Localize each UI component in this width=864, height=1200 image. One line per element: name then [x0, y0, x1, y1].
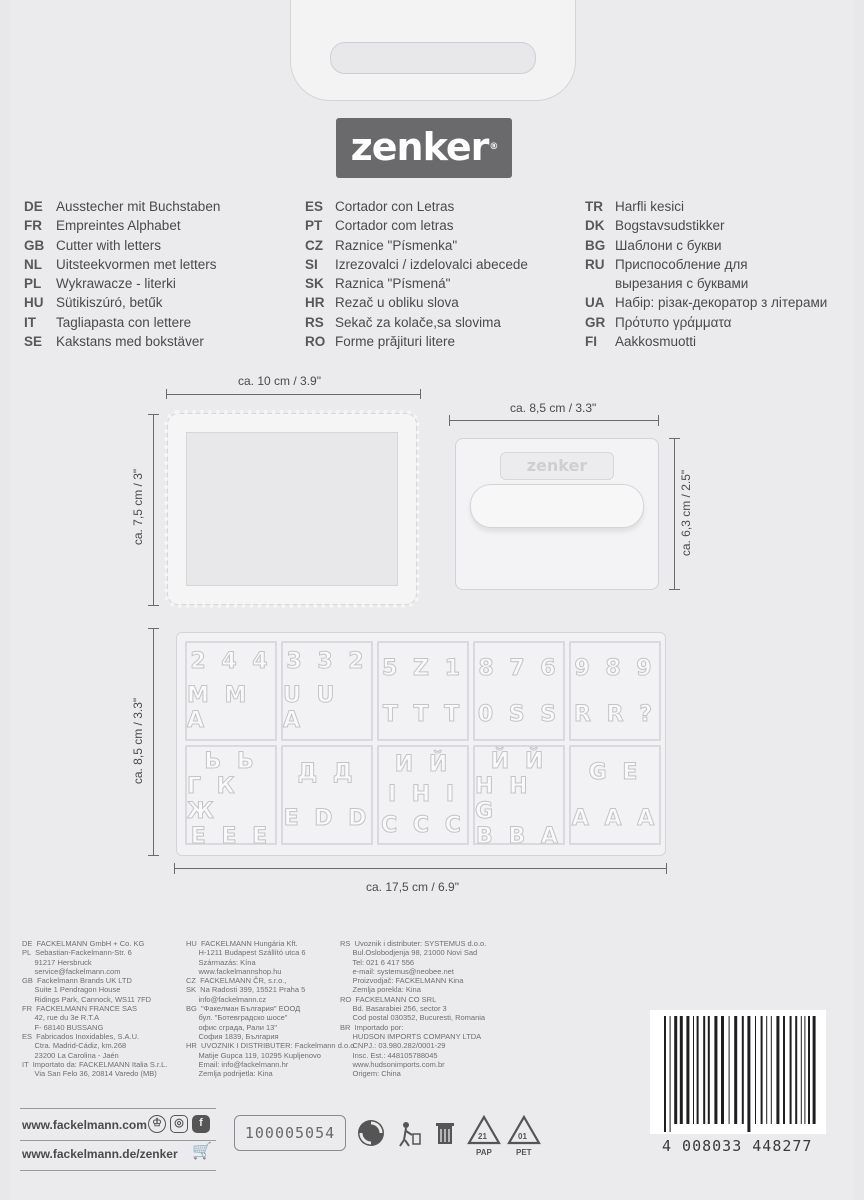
letter-row: A A A [571, 805, 659, 831]
article-code: 100005054 [234, 1115, 346, 1151]
barcode-bar [790, 1016, 792, 1124]
language-text: Rezač u obliku slova [335, 295, 459, 311]
barcode-bar [674, 1016, 677, 1124]
divider [20, 1140, 216, 1141]
letter-cell [377, 745, 469, 845]
barcode-bar [680, 1016, 683, 1124]
language-text: Aakkosmuotti [615, 334, 697, 350]
barcode-bar [801, 1016, 802, 1124]
language-text: вырезания с буквами [615, 276, 749, 292]
language-text: Приспособление для [615, 256, 748, 272]
language-code: NL [24, 256, 42, 272]
language-row [24, 313, 220, 332]
language-text: Cortador com letras [335, 218, 454, 234]
language-code: BG [585, 237, 606, 253]
language-code: GR [585, 314, 606, 330]
language-row [305, 216, 528, 235]
letter-cell [377, 641, 469, 741]
barcode-bar [714, 1016, 717, 1124]
language-code: ES [305, 199, 324, 214]
stamp-height-line [674, 438, 675, 590]
language-row [305, 255, 528, 274]
language-row [305, 332, 528, 351]
barcode-bar [693, 1016, 694, 1124]
language-text: Πρότυπο γράμματα [615, 314, 732, 330]
language-code: RS [305, 314, 324, 330]
barcode-bar [734, 1016, 737, 1124]
language-code: DE [24, 199, 43, 214]
letter-row: E D D [283, 805, 371, 831]
letter-row: E E E [190, 824, 272, 849]
tick [148, 414, 159, 415]
language-row [305, 293, 528, 312]
letter-row: 9 8 9 [574, 655, 656, 681]
barcode-bar [761, 1016, 763, 1124]
language-text: Шаблони с букви [615, 237, 722, 253]
recycle-pap-label: PAP [476, 1148, 492, 1157]
barcode-bars [650, 1010, 826, 1134]
language-text: Uitsteekvormen met letters [56, 256, 217, 272]
language-code: PT [305, 218, 323, 234]
language-row [24, 255, 220, 274]
language-code: UA [585, 295, 605, 311]
divider [20, 1108, 216, 1109]
letter-row: И Й [394, 751, 452, 777]
language-row [585, 274, 827, 293]
language-row [305, 274, 528, 293]
barcode-bar [808, 1016, 810, 1124]
language-text: Raznice "Písmenka" [335, 237, 458, 253]
tick [658, 415, 659, 426]
language-code: TR [585, 199, 603, 214]
letter-cell [569, 641, 661, 741]
letter-cell [185, 641, 277, 741]
barcode-number: 4 008033 448277 [662, 1137, 813, 1155]
language-row [585, 313, 827, 332]
tick [148, 628, 159, 629]
tick [166, 389, 167, 399]
language-text: Ausstecher mit Buchstaben [56, 199, 221, 214]
letter-row: U U A [283, 682, 339, 733]
language-text: Cutter with letters [56, 237, 162, 253]
language-row [585, 236, 827, 255]
divider [20, 1170, 216, 1171]
cutter-height-label: ca. 7,5 cm / 3" [131, 468, 145, 546]
barcode-bar [686, 1016, 689, 1124]
barcode-bar [703, 1016, 705, 1124]
letter-row: I H I [387, 782, 459, 808]
recycle-pap-number: 21 [478, 1132, 487, 1141]
language-row [24, 236, 220, 255]
barcode-bar [776, 1016, 779, 1124]
letter-row: C C C [381, 813, 465, 839]
letter-cell [569, 745, 661, 845]
language-row [585, 197, 827, 216]
language-row [585, 216, 827, 235]
barcode-bar [721, 1016, 724, 1124]
instagram-icon: ◎ [170, 1115, 188, 1133]
barcode-bar [766, 1016, 767, 1124]
language-row [305, 197, 528, 216]
tick [666, 863, 667, 874]
cutter-width-label: ca. 10 cm / 3.9" [238, 374, 321, 388]
languages-column-2 [305, 197, 528, 351]
brand-logo-text: zenker [350, 125, 489, 169]
barcode-bar [747, 1016, 750, 1132]
url-fackelmann[interactable]: www.fackelmann.com [22, 1118, 147, 1132]
bin-icon [430, 1118, 460, 1148]
barcode-bar [795, 1016, 797, 1124]
barcode [650, 1010, 826, 1134]
address-column-2: HU FACKELMANN Hungária Kft. H-1211 Budapest Szállító utca 6 Származás: Kína www.fackelmannshop.hu CZ FACKELMANN ČR, s.r.o., SK Na Radosti 399, 15521 Praha 5 info@fackelmann.cz BG "Факелман България" ЕООД бул. "Ботевградско шосе" офис сграда, Рали 13" София 1839, България HR UVOZNIK I DISTRIBUTER: Fackelmann d.o.o. Matije Gupca 119, 10295 Kupljenovo Email: info@fackelmann.hr Zemlja podrijetla: Kina [186, 939, 357, 1079]
letter-cell [185, 745, 277, 849]
tick [174, 863, 175, 874]
letter-row: T T T [382, 701, 464, 727]
tick [148, 855, 159, 856]
barcode-bar [742, 1016, 744, 1124]
tick [669, 438, 680, 439]
stamp-handle [470, 484, 644, 528]
stamp-height-label: ca. 6,3 cm / 2.5" [679, 469, 693, 557]
letter-row: B B A [476, 824, 562, 849]
language-text: Empreintes Alphabet [56, 218, 181, 234]
language-code: HR [305, 295, 325, 311]
language-text: Wykrawacze - literki [56, 276, 176, 292]
language-text: Kakstans med bokstäver [56, 334, 204, 350]
barcode-bar [729, 1016, 730, 1124]
address-column-1: DE FACKELMANN GmbH + Co. KG PL Sebastian-Fackelmann-Str. 6 91217 Hersbruck service@fackelmann.com GB Fackelmann Brands UK LTD Suite 1 Pendragon House Ridings Park, Cannock, WS11 7FD FR FACKELMANN FRANCE SAS 42, rue du 3e R.T.A F- 68140 BUSSANG ES Fabricados Inoxidables, S.A.U. Ctra. Madrid-Cádiz, km.268 23200 La Carolina - Jaén IT Importato da: FACKELMANN Italia S.r.L. Via San Felo 36, 20814 Varedo (MB) [22, 939, 168, 1079]
barcode-bar [670, 1016, 671, 1132]
stamp-logo: zenker [500, 452, 614, 480]
barcode-bar [697, 1016, 699, 1124]
language-row [24, 216, 220, 235]
language-text: Набір: різак-декоратор з літерами [615, 295, 828, 311]
language-code: DK [585, 218, 605, 234]
letters-width-label: ca. 17,5 cm / 6.9" [366, 880, 459, 894]
stamp-width-label: ca. 8,5 cm / 3.3" [510, 401, 597, 415]
language-code: SK [305, 276, 324, 292]
language-row [24, 197, 220, 216]
language-text: Izrezovalci / izdelovalci abecede [335, 256, 528, 272]
recycle-pet-number: 01 [518, 1132, 527, 1141]
language-row [585, 255, 827, 274]
green-dot-icon [356, 1118, 386, 1148]
letter-row: G E [588, 759, 642, 785]
chef-hat-icon: ♔ [148, 1115, 166, 1133]
letter-row: Д Д [297, 759, 357, 785]
tick [420, 389, 421, 399]
recycle-pet-icon [506, 1114, 542, 1146]
letter-row: 5 Z 1 [382, 655, 464, 681]
language-row [585, 332, 827, 351]
tick [148, 605, 159, 606]
language-code: PL [24, 276, 42, 292]
cutter-height-line [153, 414, 154, 606]
letter-cell [473, 641, 565, 741]
language-text: Bogstavsudstikker [615, 218, 725, 234]
language-code: IT [24, 314, 36, 330]
facebook-icon: f [192, 1115, 210, 1133]
stamp-width-line [449, 420, 659, 421]
address-column-3: RS Uvoznik i distributer: SYSTEMUS d.o.o. Bul.Oslobodjenja 98, 21000 Novi Sad Tel: 021 6 417 556 e-mail: systemus@neobee.net Proizvodjač: FACKELMANN Kina Zemlja porekla: Kina RO FACKELMANN CO SRL Bd. Basarabiei 256, sector 3 Cod postal 030352, Bucuresti, Romania BR Importado por: HUDSON IMPORTS COMPANY LTDA CNPJ.: 03.980.282/0001-29 Insc. Est.: 448105788045 www.hudsonimports.com.br Origem: China [340, 939, 487, 1079]
letter-cell [473, 745, 565, 849]
shopping-cart-icon: 🛒 [192, 1143, 212, 1160]
letter-row: Ь Ь [204, 749, 258, 774]
cookie-cutter-frame [168, 414, 416, 604]
language-text: Sekač za kolače,sa slovima [335, 314, 501, 330]
language-text: Forme prăjituri litere [335, 334, 456, 350]
language-text: Raznica "Písmená" [335, 276, 451, 292]
hanger-hole [330, 42, 536, 74]
cutter-width-line [166, 394, 420, 395]
letter-sprue-frame [176, 632, 666, 856]
barcode-bar [708, 1016, 710, 1124]
letters-height-line [153, 628, 154, 856]
language-code: GB [24, 237, 45, 253]
languages-column-3 [585, 197, 827, 351]
language-row [24, 274, 220, 293]
url-zenker[interactable]: www.fackelmann.de/zenker [22, 1147, 178, 1161]
tidyman-icon [394, 1118, 424, 1148]
brand-logo [336, 118, 512, 178]
letter-row: M M A [187, 682, 251, 733]
language-text: Cortador con Letras [335, 199, 455, 214]
letter-row: Й Й [490, 749, 548, 774]
letters-height-label: ca. 8,5 cm / 3.3" [131, 697, 145, 785]
barcode-bar [813, 1016, 816, 1124]
language-code: RU [585, 256, 605, 272]
letter-row: 8 7 6 [478, 655, 560, 681]
language-row [24, 332, 220, 351]
recycle-pet-label: PET [516, 1148, 532, 1157]
letter-row: 2 4 4 [190, 649, 272, 675]
letter-row: H H G [475, 774, 532, 824]
letter-row: 3 3 2 [286, 649, 368, 675]
letter-cell [281, 641, 373, 741]
language-row [305, 236, 528, 255]
language-code: RO [305, 334, 326, 350]
barcode-bar [755, 1016, 756, 1124]
languages-column-1 [24, 197, 220, 351]
barcode-bar [783, 1016, 785, 1124]
language-row [24, 293, 220, 312]
language-row [305, 313, 528, 332]
language-row [585, 293, 827, 312]
letter-cell [281, 745, 373, 845]
barcode-bar [804, 1016, 805, 1124]
recycle-pap-icon [466, 1114, 502, 1146]
language-code: FI [585, 334, 597, 350]
letter-row: Г К Ж [187, 774, 239, 824]
tick [669, 589, 680, 590]
tick [449, 415, 450, 426]
letters-width-line [174, 868, 666, 869]
language-text: Sütikiszúró, betűk [56, 295, 163, 311]
letter-row: 0 S S [477, 701, 561, 727]
barcode-bar [771, 1016, 772, 1124]
registered-mark: ® [489, 142, 498, 152]
letter-row: R R ? [574, 701, 656, 727]
language-code: SE [24, 334, 43, 350]
language-text: Harfli kesici [615, 199, 685, 214]
language-code: HU [24, 295, 44, 311]
language-text: Tagliapasta con lettere [56, 314, 192, 330]
language-code: CZ [305, 237, 323, 253]
barcode-bar [664, 1016, 666, 1132]
language-code: FR [24, 218, 42, 234]
language-code: SI [305, 256, 318, 272]
